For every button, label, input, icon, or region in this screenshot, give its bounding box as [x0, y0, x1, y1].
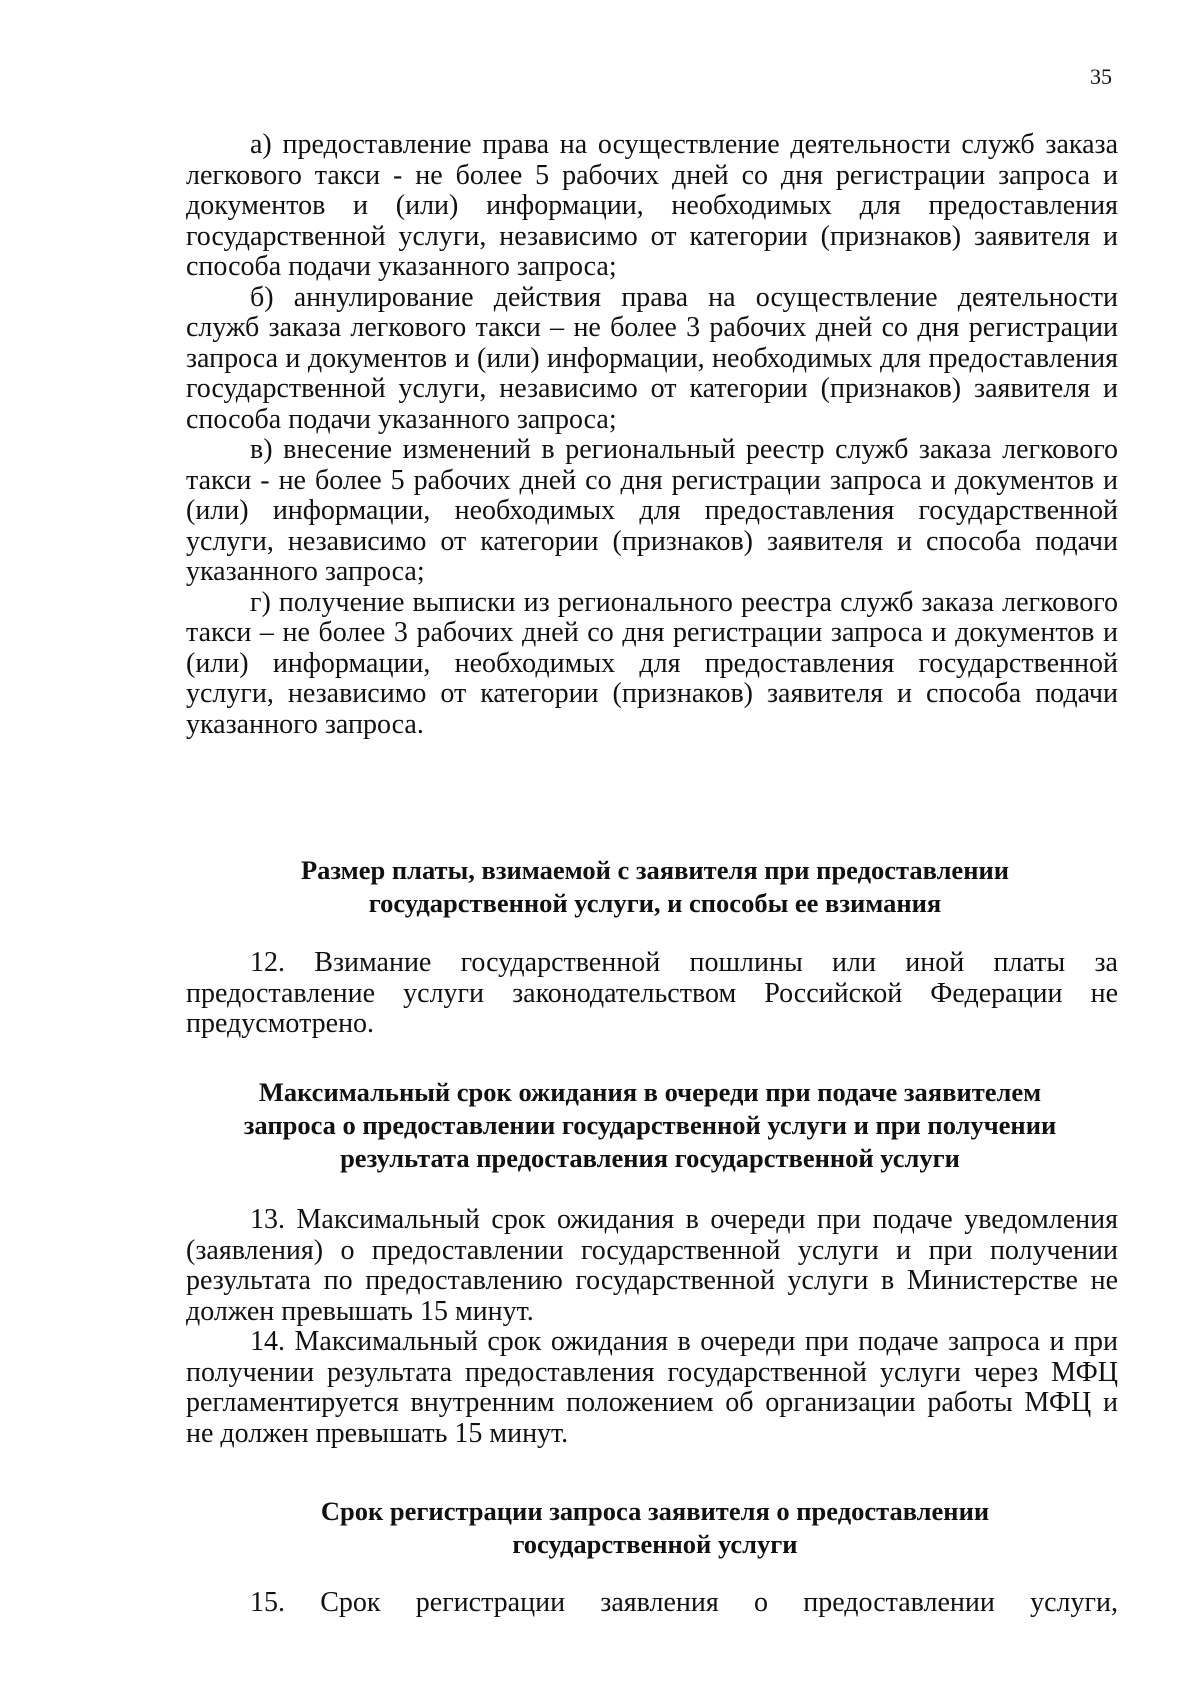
heading-fee-line-2: государственной услуги, и способы ее взимания	[368, 888, 942, 918]
section-11-items	[186, 130, 1118, 740]
heading-queue-line-2: запроса о предоставлении государственной услуги и при получении	[243, 1110, 1057, 1140]
item-d: г) получение выписки из регионального реестра служб заказа легкового такси – не более 3 рабочих дней со дня регистрации запроса и документов и (или) информации, необходимых для предоставления государственной услуги, независимо от категории (признаков) заявителя и способа подачи указанного запроса.	[186, 586, 1118, 740]
item-a: а) предоставление права на осуществление деятельности служб заказа легкового такси - не более 5 рабочих дней со дня регистрации запроса и документов и (или) информации, необходимых для предоставления государственной услуги, независимо от категории (признаков) заявителя и способа подачи указанного запроса;	[186, 129, 1118, 282]
heading-queue-line-3: результата предоставления государственной услуги	[340, 1143, 960, 1173]
sections-13-14	[186, 1205, 1118, 1449]
section-15	[186, 1588, 1118, 1619]
heading-registration-line-2: государственной услуги	[512, 1529, 798, 1559]
paragraph-15: 15. Срок регистрации заявления о предоставлении услуги,	[250, 1587, 1118, 1618]
heading-registration	[240, 1495, 1070, 1561]
heading-queue	[200, 1076, 1100, 1175]
paragraph-14: 14. Максимальный срок ожидания в очереди при подаче запроса и при получении результата предоставления государственной услуги через МФЦ регламентируется внутренним положением об организации работы МФЦ и не должен превышать 15 минут.	[186, 1326, 1118, 1449]
item-c: в) внесение изменений в региональный реестр служб заказа легкового такси - не более 5 рабочих дней со дня регистрации запроса и документов и (или) информации, необходимых для предоставления государственной услуги, независимо от категории (признаков) заявителя и способа подачи указанного запроса;	[186, 434, 1118, 587]
heading-queue-line-1: Максимальный срок ожидания в очереди при подаче заявителем	[258, 1077, 1042, 1107]
heading-fee-line-1: Размер платы, взимаемой с заявителя при предоставлении	[300, 855, 1010, 885]
paragraph-12: 12. Взимание государственной пошлины или иной платы за предоставление услуги законодательством Российской Федерации не предусмотрено.	[186, 947, 1118, 1039]
page-number: 35	[1090, 64, 1112, 89]
item-b: б) аннулирование действия права на осуществление деятельности служб заказа легкового такси – не более 3 рабочих дней со дня регистрации запроса и документов и (или) информации, необходимых для предоставления государственной услуги, независимо от категории (признаков) заявителя и способа подачи указанного запроса;	[186, 281, 1118, 435]
heading-registration-line-1: Срок регистрации запроса заявителя о предоставлении	[320, 1496, 990, 1526]
paragraph-13: 13. Максимальный срок ожидания в очереди при подаче уведомления (заявления) о предоставлении государственной услуги и при получении результата по предоставлению государственной услуги в Министерстве не должен превышать 15 минут.	[186, 1204, 1118, 1327]
section-12	[186, 948, 1118, 1040]
heading-fee	[240, 854, 1070, 920]
